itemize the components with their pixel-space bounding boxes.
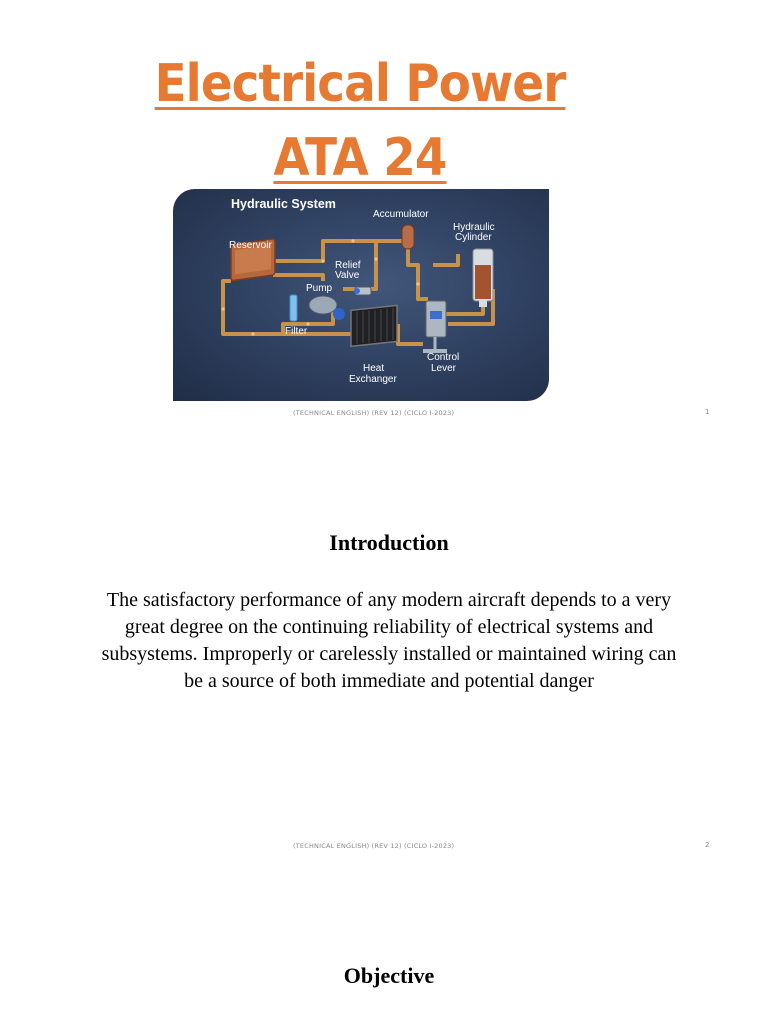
slide-1-footer: (TECHNICAL ENGLISH) (REV 12) (CICLO I-2023) — [293, 409, 455, 417]
label-lever: Lever — [431, 363, 457, 374]
label-heat: Heat — [363, 363, 385, 374]
diagram-title: Hydraulic System — [231, 197, 336, 211]
label-pump: Pump — [306, 283, 333, 294]
hydraulic-system-diagram — [173, 189, 549, 401]
slide-title-line-1: Electrical Power — [154, 54, 566, 114]
slide-2-page-number: 2 — [705, 841, 710, 849]
label-valve: Valve — [335, 270, 360, 281]
label-hydraulic: Hydraulic — [453, 222, 495, 233]
label-exchanger: Exchanger — [349, 374, 397, 385]
label-reservoir: Reservoir — [229, 240, 272, 251]
label-cylinder: Cylinder — [455, 232, 492, 243]
label-accumulator: Accumulator — [373, 209, 429, 220]
slide-title-line-2: ATA 24 — [273, 128, 447, 188]
introduction-heading: Introduction — [329, 530, 449, 555]
label-filter: Filter — [285, 326, 308, 337]
slide-2-footer: (TECHNICAL ENGLISH) (REV 12) (CICLO I-2023) — [293, 842, 455, 850]
slide-1-page-number: 1 — [705, 408, 710, 416]
introduction-body: The satisfactory performance of any modern aircraft depends to a very great degree on the continuing reliability of electrical systems and subsystems. Improperly or carelessly installed or maintained wiring can be a source of both immediate and potential danger — [101, 589, 677, 692]
objective-heading: Objective — [343, 963, 435, 988]
label-relief: Relief — [335, 260, 361, 271]
label-control: Control — [427, 352, 460, 363]
